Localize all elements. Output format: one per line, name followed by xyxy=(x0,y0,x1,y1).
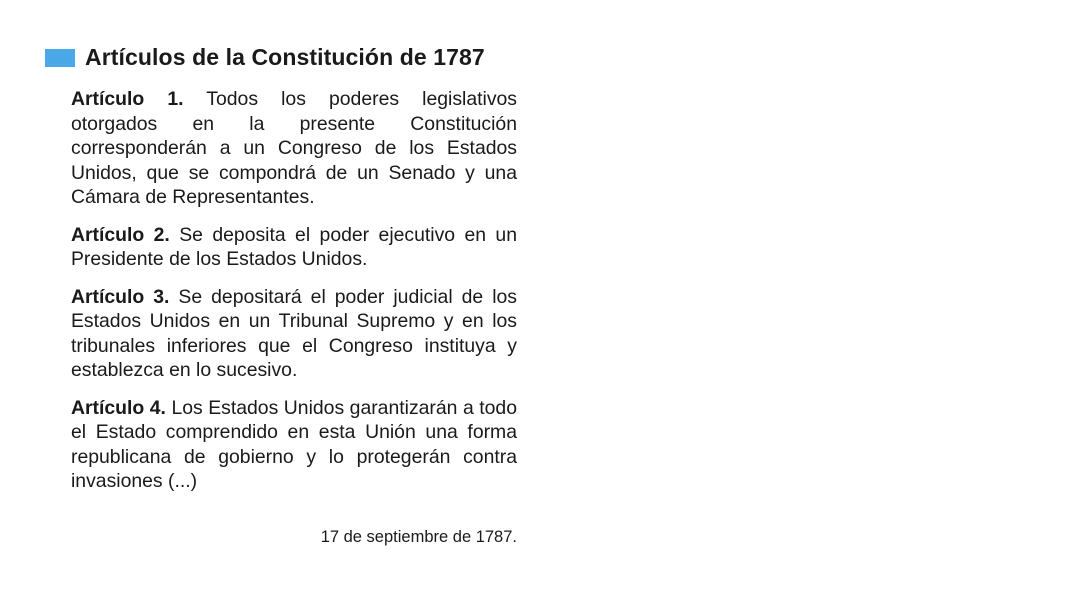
article-3 xyxy=(71,285,517,383)
article-4 xyxy=(71,396,517,494)
article-label: Artículo 3. xyxy=(71,285,170,308)
document-date: 17 de septiembre de 1787. xyxy=(320,528,517,546)
article-1 xyxy=(71,87,517,210)
article-text: Se deposita el poder ejecutivo en un Presidente de los Estados Unidos. xyxy=(71,223,517,270)
article-label: Artículo 2. xyxy=(71,223,170,246)
article-label: Artículo 1. xyxy=(71,88,184,110)
article-label: Artículo 4. xyxy=(71,396,166,419)
article-text: Todos los poderes legislativos otorgados en la presente Constitución corresponderán a un Congreso de los Estados Unidos, que se compondrá de un Senado y una Cámara de Representantes. xyxy=(71,88,517,208)
section-title: Artículos de la Constitución de 1787 xyxy=(85,44,485,70)
article-2 xyxy=(71,223,517,272)
article-list xyxy=(71,87,517,507)
article-text: Los Estados Unidos garantizarán a todo el Estado comprendido en esta Unión una forma republicana de gobierno y lo protegerán contra invasiones (...) xyxy=(71,396,517,492)
section-marker xyxy=(45,49,75,67)
article-text: Se depositará el poder judicial de los Estados Unidos en un Tribunal Supremo y en los tribunales inferiores que el Congreso instituya y establezca en lo sucesivo. xyxy=(71,285,517,381)
section-header xyxy=(45,44,485,71)
